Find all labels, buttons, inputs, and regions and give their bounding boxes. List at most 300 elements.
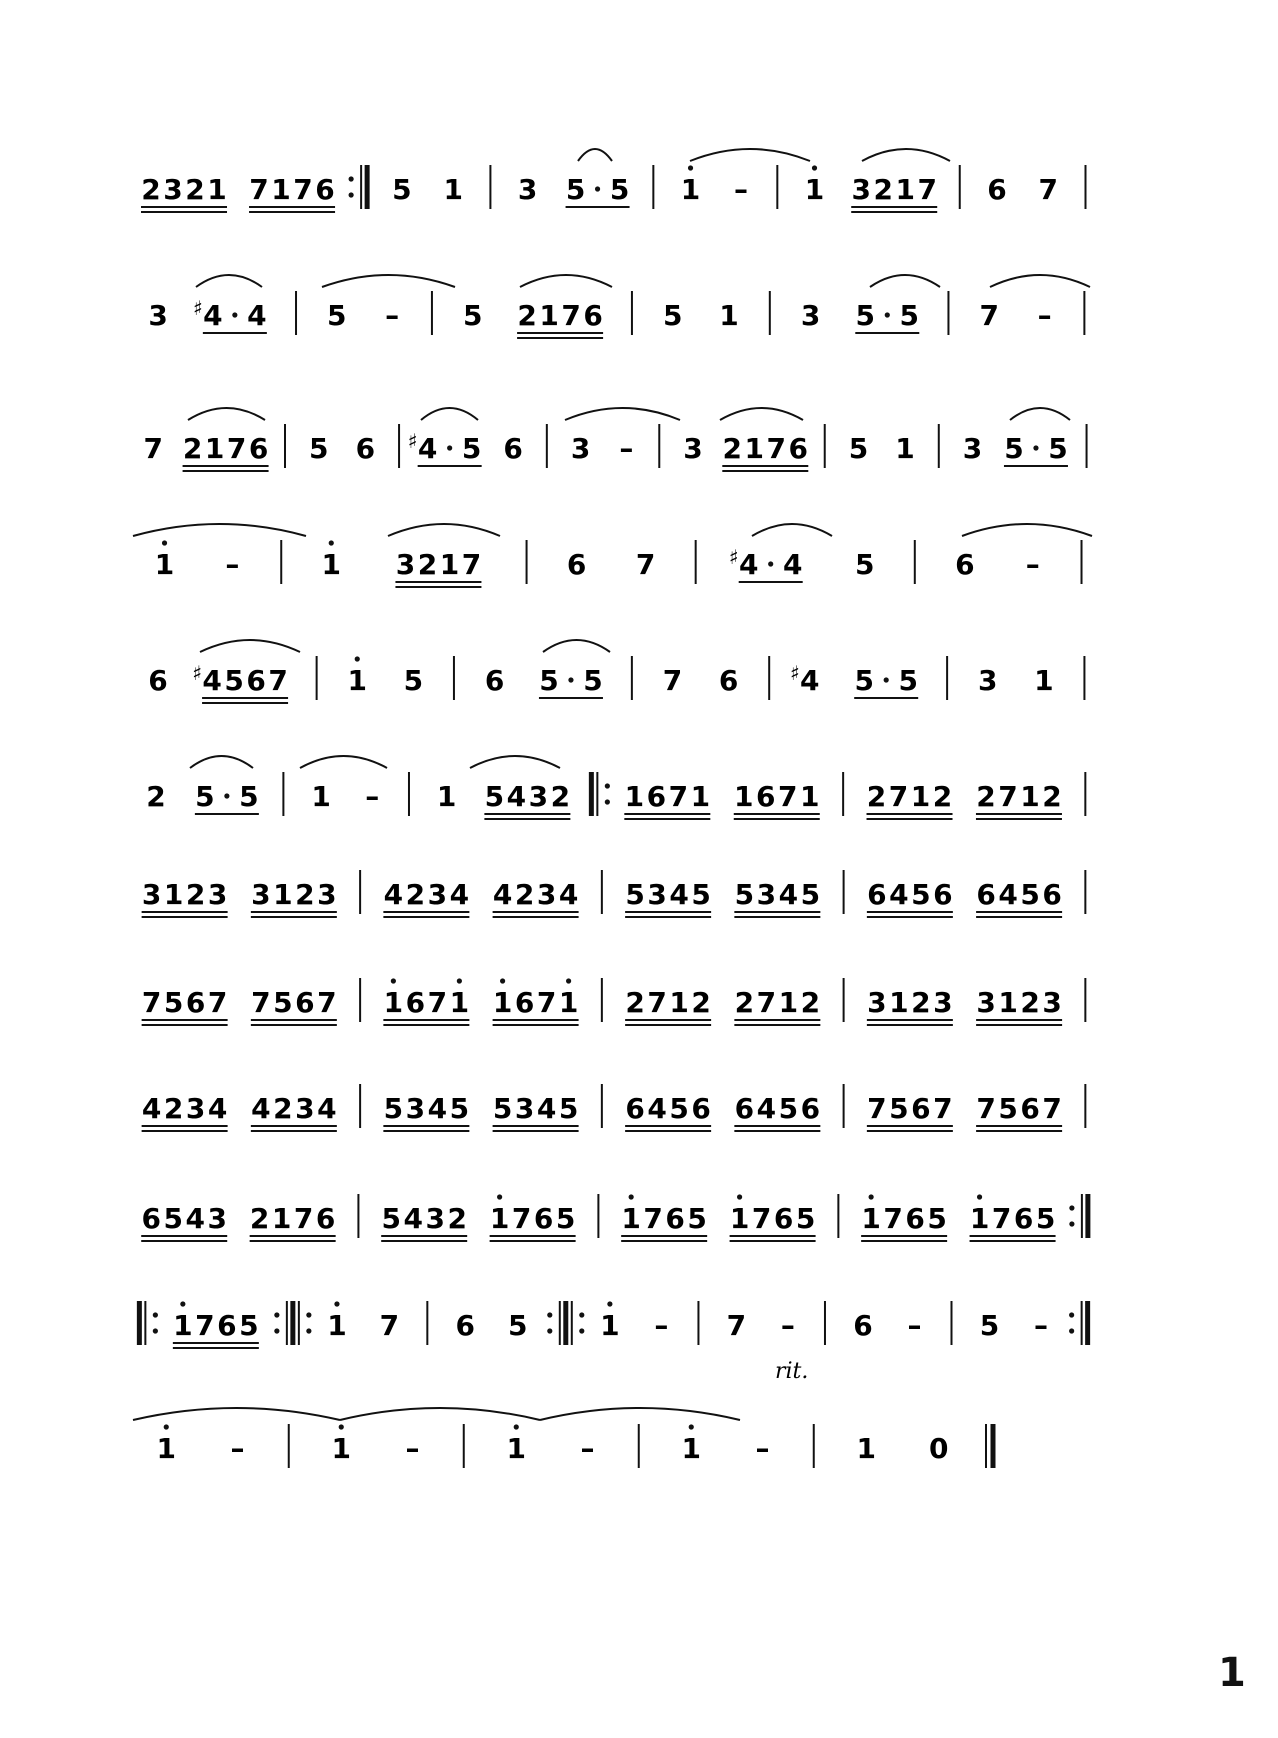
note: 7 (643, 1202, 663, 1235)
note: 4 (647, 1092, 667, 1125)
note: 6 (315, 1202, 336, 1235)
tempo-marking-rit: rit. (775, 1359, 809, 1384)
octave-dot (812, 165, 817, 170)
octave-dot (977, 1194, 982, 1199)
score-line-4 (155, 540, 1082, 587)
note: 3 (395, 548, 416, 581)
slur (578, 149, 612, 161)
note: 6 (315, 173, 335, 206)
note: 1 (744, 432, 765, 465)
note: 6 (976, 878, 996, 911)
note: 7 (979, 299, 999, 332)
note: 1 (800, 780, 820, 813)
note: 3 (756, 878, 777, 911)
note: 3 (647, 878, 667, 911)
note: 5 (239, 780, 259, 813)
note: 7 (141, 986, 162, 1019)
note-high-1: 1 (154, 548, 175, 581)
note: 4 (782, 548, 803, 581)
note: 1 (734, 780, 754, 813)
note: 3 (427, 878, 448, 911)
sharp-sign: ♯ (192, 661, 202, 685)
augmentation-dot (224, 793, 229, 798)
slur (388, 524, 500, 536)
note: 2 (295, 878, 315, 911)
note: 6 (646, 780, 667, 813)
note: 6 (455, 1309, 476, 1342)
note: 0 (929, 1432, 949, 1465)
note: 2 (185, 173, 205, 206)
note: 6 (514, 986, 535, 1019)
slur (540, 1408, 740, 1420)
slur (1010, 408, 1070, 420)
score-line-2 (148, 291, 1084, 338)
octave-dot (497, 1194, 502, 1199)
note: 4 (889, 878, 909, 911)
note: 1 (207, 173, 227, 206)
note: 5 (555, 1202, 576, 1235)
note: 3 (933, 986, 953, 1019)
note: 5 (239, 1309, 259, 1342)
note: 2 (625, 986, 645, 1019)
note: 5 (381, 1202, 401, 1235)
note: 7 (379, 1309, 400, 1342)
note: 4 (738, 548, 759, 581)
note: 2 (873, 173, 893, 206)
note: 1 (719, 299, 739, 332)
slur (470, 756, 560, 768)
note: 4 (403, 1202, 423, 1235)
note: 6 (625, 1092, 645, 1125)
slur (870, 275, 940, 287)
note: 7 (662, 664, 683, 697)
note: 1 (271, 173, 291, 206)
note-high-1: 1 (558, 986, 579, 1019)
note: 5 (625, 878, 645, 911)
note: 7 (249, 173, 269, 206)
note: 3 (405, 1092, 426, 1125)
note-high-1: 1 (506, 1432, 526, 1465)
note: 3 (851, 173, 871, 206)
note: 1 (539, 299, 559, 332)
note: 7 (427, 986, 448, 1019)
octave-dot (737, 1194, 742, 1199)
note: 3 (867, 986, 887, 1019)
note-high-1: 1 (489, 1202, 510, 1235)
note: 6 (665, 1202, 685, 1235)
note-high-1: 1 (347, 664, 367, 697)
note: 4 (778, 878, 799, 911)
note: 1 (443, 173, 463, 206)
note-high-1: 1 (729, 1202, 750, 1235)
note: 3 (1042, 986, 1062, 1019)
note: 2 (273, 1092, 293, 1125)
note: 4 (492, 878, 513, 911)
note: 6 (1013, 1202, 1034, 1235)
octave-dot (629, 1194, 634, 1199)
note: 2 (911, 986, 931, 1019)
note: 5 (998, 1092, 1018, 1125)
note: 7 (511, 1202, 532, 1235)
octave-dot (607, 1301, 612, 1306)
octave-dot (688, 165, 693, 170)
note: 5 (898, 664, 918, 697)
note: 6 (987, 173, 1007, 206)
note: 5 (854, 664, 874, 697)
slur (543, 640, 610, 652)
note: 7 (976, 1092, 996, 1125)
note: 3 (141, 878, 162, 911)
octave-dot (162, 540, 167, 545)
note: 7 (867, 1092, 887, 1125)
note: 3 (976, 986, 996, 1019)
note: 3 (517, 173, 538, 206)
note: 2 (163, 1092, 184, 1125)
note-high-1: 1 (621, 1202, 641, 1235)
note: 5 (911, 878, 931, 911)
slur (188, 408, 265, 420)
note: 7 (1042, 1092, 1062, 1125)
slur (752, 524, 832, 536)
note-high-1: 1 (327, 1309, 347, 1342)
note: 4 (202, 664, 222, 697)
note: 3 (962, 432, 983, 465)
note: 7 (751, 1202, 772, 1235)
augmentation-dot (232, 312, 237, 317)
note: 7 (998, 780, 1018, 813)
note: 5 (565, 173, 586, 206)
slur (133, 1408, 340, 1420)
note: 4 (506, 780, 527, 813)
note: 4 (669, 878, 689, 911)
score-line-10 (141, 1194, 1088, 1241)
note: 7 (226, 432, 247, 465)
note-high-1: 1 (156, 1432, 176, 1465)
repeat-dot (579, 1328, 584, 1333)
octave-dot (500, 978, 505, 983)
note: 5 (1035, 1202, 1056, 1235)
score-line-3 (144, 424, 1087, 471)
note: 2 (517, 299, 537, 332)
note: 1 (889, 986, 909, 1019)
dash-extension: – (780, 1309, 795, 1342)
note: 2 (146, 780, 166, 813)
note: 3 (514, 1092, 535, 1125)
note: 2 (1042, 780, 1062, 813)
augmentation-dot (568, 677, 573, 682)
note: 4 (383, 878, 404, 911)
note: 1 (910, 780, 931, 813)
note: 5 (795, 1202, 816, 1235)
note: 4 (427, 1092, 448, 1125)
augmentation-dot (884, 677, 889, 682)
score-line-5 (148, 656, 1084, 703)
dash-extension: – (619, 432, 634, 465)
octave-dot (164, 1424, 169, 1429)
note: 6 (867, 878, 887, 911)
repeat-dot (547, 1328, 552, 1333)
slur (300, 756, 387, 768)
dash-extension: – (580, 1432, 595, 1465)
note: 5 (1048, 432, 1068, 465)
note: 5 (462, 299, 483, 332)
sharp-sign: ♯ (193, 296, 203, 320)
note: 2 (141, 173, 161, 206)
octave-dot (457, 978, 462, 983)
note-high-1: 1 (600, 1309, 620, 1342)
note: 2 (417, 548, 438, 581)
note: 7 (195, 1309, 215, 1342)
score-line-12 (157, 1424, 993, 1468)
score-line-7 (142, 870, 1086, 917)
note: 7 (756, 986, 777, 1019)
page-number: 1 (1218, 1650, 1246, 1696)
note: 6 (295, 986, 315, 1019)
note: 7 (933, 1092, 953, 1125)
note: 7 (317, 986, 337, 1019)
note: 6 (141, 1202, 161, 1235)
note: 4 (247, 299, 267, 332)
note: 7 (207, 986, 228, 1019)
note: 3 (295, 1092, 315, 1125)
note: 5 (662, 299, 683, 332)
note: 7 (143, 432, 164, 465)
note: 3 (977, 664, 998, 697)
note: 4 (207, 1092, 228, 1125)
note: 6 (503, 432, 523, 465)
octave-dot (355, 656, 360, 661)
note: 6 (533, 1202, 554, 1235)
note: 2 (447, 1202, 467, 1235)
note: 6 (405, 986, 426, 1019)
note: 6 (933, 878, 953, 911)
note: 5 (327, 299, 347, 332)
note: 3 (207, 878, 228, 911)
note: 5 (383, 1092, 404, 1125)
note: 7 (1038, 173, 1059, 206)
note: 7 (726, 1309, 747, 1342)
note: 2 (800, 986, 821, 1019)
note: 6 (484, 664, 505, 697)
note-high-1: 1 (173, 1309, 193, 1342)
note: 2 (185, 878, 206, 911)
note: 5 (392, 173, 412, 206)
note: 5 (558, 1092, 579, 1125)
note: 6 (905, 1202, 925, 1235)
slur (196, 275, 262, 287)
note: 3 (207, 1202, 227, 1235)
repeat-dot (306, 1312, 311, 1317)
dash-extension: – (1037, 299, 1052, 332)
note: 7 (561, 299, 581, 332)
augmentation-dot (447, 445, 452, 450)
note: 1 (273, 878, 293, 911)
note: 6 (566, 548, 587, 581)
note-high-1: 1 (449, 986, 470, 1019)
octave-dot (391, 978, 396, 983)
repeat-dot (153, 1328, 158, 1333)
note: 3 (163, 173, 183, 206)
repeat-dot (1069, 1312, 1074, 1317)
repeat-dot (349, 176, 354, 181)
dash-extension: – (734, 173, 749, 206)
note: 2 (182, 432, 203, 465)
note: 5 (461, 432, 482, 465)
note: 1 (895, 432, 915, 465)
note: 7 (251, 986, 271, 1019)
note: 5 (848, 432, 869, 465)
note-high-1: 1 (383, 986, 404, 1019)
note: 2 (734, 986, 755, 1019)
note: 2 (405, 878, 426, 911)
octave-dot (869, 1194, 874, 1199)
sharp-sign: ♯ (407, 429, 418, 453)
augmentation-dot (885, 312, 890, 317)
dash-extension: – (405, 1432, 420, 1465)
note: 7 (293, 1202, 314, 1235)
note: 7 (883, 1202, 903, 1235)
note: 6 (773, 1202, 794, 1235)
note: 4 (558, 878, 579, 911)
note: 1 (998, 986, 1018, 1019)
dash-extension: – (1033, 1309, 1048, 1342)
score-line-1 (141, 165, 1085, 212)
note: 5 (691, 878, 711, 911)
note: 5 (609, 173, 630, 206)
note: 7 (668, 780, 689, 813)
note: 2 (691, 986, 711, 1019)
note: 7 (647, 986, 667, 1019)
note: 6 (734, 1092, 755, 1125)
note: 3 (317, 878, 337, 911)
note: 1 (624, 780, 645, 813)
note: 2 (1020, 986, 1040, 1019)
note: 5 (583, 664, 603, 697)
dash-extension: – (654, 1309, 669, 1342)
note: 5 (163, 986, 184, 1019)
note: 1 (311, 780, 331, 813)
octave-dot (180, 1301, 185, 1306)
slur (690, 149, 810, 161)
note: 5 (927, 1202, 947, 1235)
note: 1 (204, 432, 225, 465)
augmentation-dot (768, 561, 773, 566)
note: 5 (163, 1202, 183, 1235)
octave-dot (334, 1301, 339, 1306)
augmentation-dot (1033, 445, 1038, 450)
note: 7 (888, 780, 909, 813)
note: 6 (691, 1092, 711, 1125)
note: 3 (185, 1092, 206, 1125)
slur (200, 640, 300, 652)
repeat-dot (1069, 1328, 1074, 1333)
note: 5 (308, 432, 329, 465)
note: 5 (899, 299, 920, 332)
note: 1 (856, 1432, 876, 1465)
note: 5 (492, 1092, 513, 1125)
note: 2 (976, 780, 996, 813)
sharp-sign: ♯ (728, 545, 739, 569)
dash-extension: – (230, 1432, 245, 1465)
note: 6 (800, 1092, 821, 1125)
repeat-dot (274, 1312, 279, 1317)
repeat-dot (274, 1328, 279, 1333)
note: 1 (669, 986, 689, 1019)
note: 4 (203, 299, 223, 332)
note: 5 (1020, 878, 1040, 911)
note: 3 (148, 299, 168, 332)
repeat-dot (579, 1312, 584, 1317)
note-high-1: 1 (331, 1432, 351, 1465)
note-high-1: 1 (969, 1202, 990, 1235)
note: 5 (449, 1092, 470, 1125)
slur (720, 408, 803, 420)
note-high-1: 1 (681, 1432, 701, 1465)
augmentation-dot (595, 186, 600, 191)
note: 6 (853, 1309, 873, 1342)
note: 5 (687, 1202, 707, 1235)
note: 1 (271, 1202, 292, 1235)
dash-extension: – (1025, 548, 1040, 581)
note: 4 (141, 1092, 162, 1125)
note: 7 (635, 548, 656, 581)
slur (133, 524, 306, 536)
note: 5 (273, 986, 293, 1019)
note: 7 (766, 432, 787, 465)
note: 3 (683, 432, 703, 465)
note: 1 (163, 878, 184, 911)
note: 6 (756, 780, 776, 813)
note: 2 (249, 1202, 270, 1235)
note: 6 (788, 432, 809, 465)
note: 6 (911, 1092, 931, 1125)
note: 5 (855, 299, 876, 332)
octave-dot (329, 540, 334, 545)
note: 6 (355, 432, 376, 465)
dash-extension: – (225, 548, 240, 581)
note: 4 (317, 1092, 337, 1125)
repeat-dot (349, 192, 354, 197)
note: 5 (734, 878, 755, 911)
slur (190, 756, 253, 768)
note-high-1: 1 (804, 173, 825, 206)
dash-extension: – (755, 1432, 770, 1465)
slur (322, 275, 455, 287)
note: 4 (417, 432, 438, 465)
note: 3 (528, 780, 549, 813)
note: 5 (778, 1092, 799, 1125)
note: 5 (224, 664, 244, 697)
note: 2 (514, 878, 535, 911)
note: 3 (536, 878, 557, 911)
repeat-dot (1069, 1221, 1074, 1226)
note: 3 (800, 299, 821, 332)
note: 6 (248, 432, 269, 465)
repeat-dot (1069, 1205, 1074, 1210)
note: 5 (195, 780, 215, 813)
note: 6 (1020, 1092, 1040, 1125)
note: 6 (583, 299, 603, 332)
note: 6 (1042, 878, 1062, 911)
note: 1 (1020, 780, 1040, 813)
note: 2 (550, 780, 571, 813)
repeat-dot (605, 783, 610, 788)
octave-dot (566, 978, 571, 983)
note: 7 (293, 173, 313, 206)
note: 3 (425, 1202, 445, 1235)
score-line-6 (146, 772, 1085, 819)
note: 7 (917, 173, 937, 206)
